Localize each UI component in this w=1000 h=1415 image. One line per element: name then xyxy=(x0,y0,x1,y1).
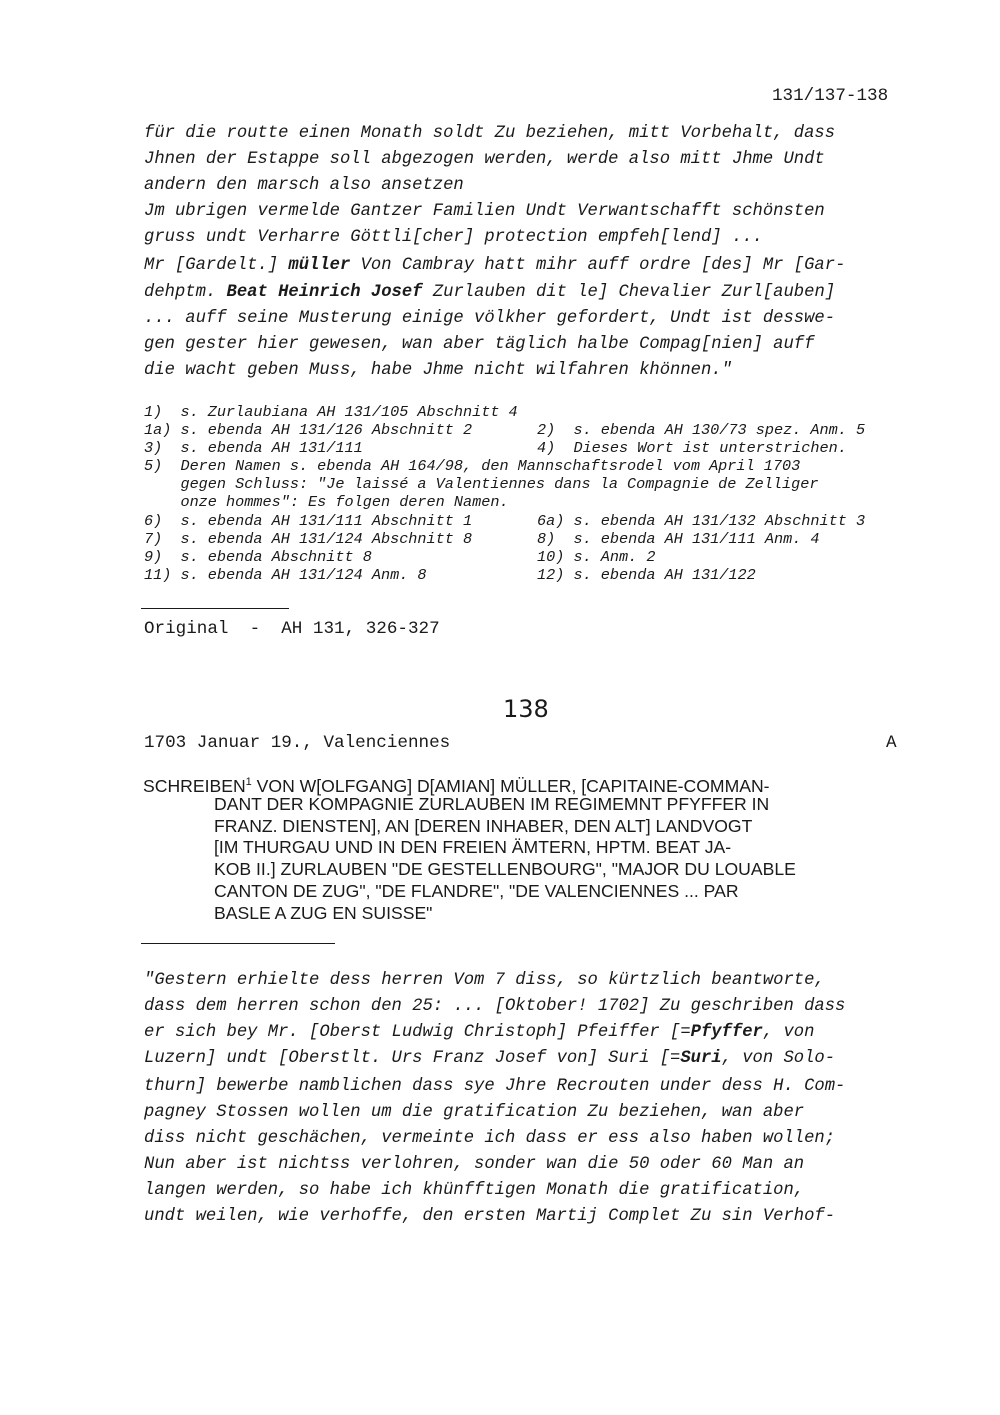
text-run: er sich bey Mr. [Oberst Ludwig Christoph] Pfeiffer [= xyxy=(144,1023,691,1042)
text-line xyxy=(144,1020,814,1046)
title-run: VON W[OLFGANG] D[AMIAN] MÜLLER, [CAPITAINE-COMMAN- xyxy=(251,775,770,796)
footnote: 6) s. ebenda AH 131/111 Abschnitt 1 xyxy=(144,512,473,530)
name-mueller: müller xyxy=(288,256,351,275)
document-number: 138 xyxy=(503,695,549,723)
title-run: SCHREIBEN xyxy=(143,775,246,796)
footnote: 11) s. ebenda AH 131/124 Anm. 8 xyxy=(144,566,427,584)
footnote: 10) s. Anm. 2 xyxy=(537,548,656,566)
text-line: diss nicht geschächen, vermeinte ich dass er ess also haben wollen; xyxy=(144,1129,836,1148)
footnote: 12) s. ebenda AH 131/122 xyxy=(537,566,756,584)
text-line: gruss undt Verharre Göttli[cher] protection empfeh[lend] ... xyxy=(144,228,763,247)
title-line: KOB II.] ZURLAUBEN "DE GESTELLENBOURG", "MAJOR DU LOUABLE xyxy=(214,859,796,879)
name-pfyffer: Pfyffer xyxy=(690,1023,763,1042)
footnote: 6a) s. ebenda AH 131/132 Abschnitt 3 xyxy=(537,512,866,530)
footnote: 1) s. Zurlaubiana AH 131/105 Abschnitt 4 xyxy=(144,403,518,421)
footnote: 5) Deren Namen s. ebenda AH 164/98, den Mannschaftsrodel vom April 1703 xyxy=(144,457,801,475)
text-line: ... auff seine Musterung einige völkher gefordert, Undt ist desswe- xyxy=(144,309,836,328)
text-line: dass dem herren schon den 25: ... [Oktober! 1702] Zu geschriben dass xyxy=(144,997,846,1016)
text-line: "Gestern erhielte dess herren Vom 7 diss, so kürtzlich beantworte, xyxy=(144,971,825,990)
text-line: Nun aber ist nichtss verlohren, sonder wan die 50 oder 60 Man an xyxy=(144,1155,805,1174)
text-run: , von Solo- xyxy=(721,1049,836,1068)
page-reference: 131/137-138 xyxy=(772,86,889,106)
text-run: Luzern] undt [Oberstlt. Urs Franz Josef von] Suri [= xyxy=(144,1049,681,1068)
text-line xyxy=(144,1046,835,1072)
text-line: pagney Stossen wollen um die gratification Zu beziehen, wan aber xyxy=(144,1103,805,1122)
title-line: DANT DER KOMPAGNIE ZURLAUBEN IM REGIMEMNT PFYFFER IN xyxy=(214,794,770,814)
footnote: 8) s. ebenda AH 131/111 Anm. 4 xyxy=(537,530,820,548)
title-line: [IM THURGAU UND IN DEN FREIEN ÄMTERN, HPTM. BEAT JA- xyxy=(214,837,732,857)
name-beat-heinrich-josef: Beat Heinrich Josef xyxy=(226,283,423,302)
text-run: Von Cambray hatt mihr auff ordre [des] Mr [Gar- xyxy=(350,256,846,275)
divider xyxy=(141,608,289,609)
original-reference: Original - AH 131, 326-327 xyxy=(144,619,440,639)
document-letter: A xyxy=(886,733,897,753)
footnote: 3) s. ebenda AH 131/111 xyxy=(144,439,363,457)
title-line: BASLE A ZUG EN SUISSE" xyxy=(214,903,433,923)
text-line: Jm ubrigen vermelde Gantzer Familien Undt Verwantschafft schönsten xyxy=(144,202,825,221)
footnote: 4) Dieses Wort ist unterstrichen. xyxy=(537,439,847,457)
title-line: FRANZ. DIENSTEN], AN [DEREN INHABER, DEN ALT] LANDVOGT xyxy=(214,816,753,836)
footnote: gegen Schluss: "Je laissé a Valentiennes dans la Compagnie de Zelliger xyxy=(144,475,819,493)
footnote: 2) s. ebenda AH 130/73 spez. Anm. 5 xyxy=(537,421,866,439)
text-line: für die routte einen Monath soldt Zu beziehen, mitt Vorbehalt, dass xyxy=(144,124,836,143)
footnote: 1a) s. ebenda AH 131/126 Abschnitt 2 xyxy=(144,421,473,439)
text-line: andern den marsch also ansetzen xyxy=(144,176,464,195)
name-suri: Suri xyxy=(680,1049,722,1068)
text-run: dehptm. xyxy=(144,283,227,302)
text-line xyxy=(144,280,835,306)
text-line xyxy=(144,253,845,279)
divider xyxy=(141,943,335,944)
text-run: , von xyxy=(762,1023,815,1042)
text-line: thurn] bewerbe namblichen dass sye Jhre Recrouten under dess H. Com- xyxy=(144,1077,846,1096)
footnote: onze hommes": Es folgen deren Namen. xyxy=(144,493,509,511)
text-run: Zurlauben dit le] Chevalier Zurl[auben] xyxy=(422,283,836,302)
text-line: die wacht geben Muss, habe Jhme nicht wilfahren khönnen." xyxy=(144,361,732,380)
text-line: undt weilen, wie verhoffe, den ersten Martij Complet Zu sin Verhof- xyxy=(144,1207,836,1226)
footnote: 7) s. ebenda AH 131/124 Abschnitt 8 xyxy=(144,530,473,548)
footnote: 9) s. ebenda Abschnitt 8 xyxy=(144,548,372,566)
text-line: gen gester hier gewesen, wan aber täglich halbe Compag[nien] auff xyxy=(144,335,815,354)
footnote-marker: 1 xyxy=(245,776,252,788)
text-line: langen werden, so habe ich khünfftigen Monath die gratification, xyxy=(144,1181,805,1200)
date-place: 1703 Januar 19., Valenciennes xyxy=(144,733,451,753)
title-line: CANTON DE ZUG", "DE FLANDRE", "DE VALENCIENNES ... PAR xyxy=(214,881,739,901)
text-run: Mr [Gardelt.] xyxy=(144,256,289,275)
text-line: Jhnen der Estappe soll abgezogen werden, werde also mitt Jhme Undt xyxy=(144,150,825,169)
